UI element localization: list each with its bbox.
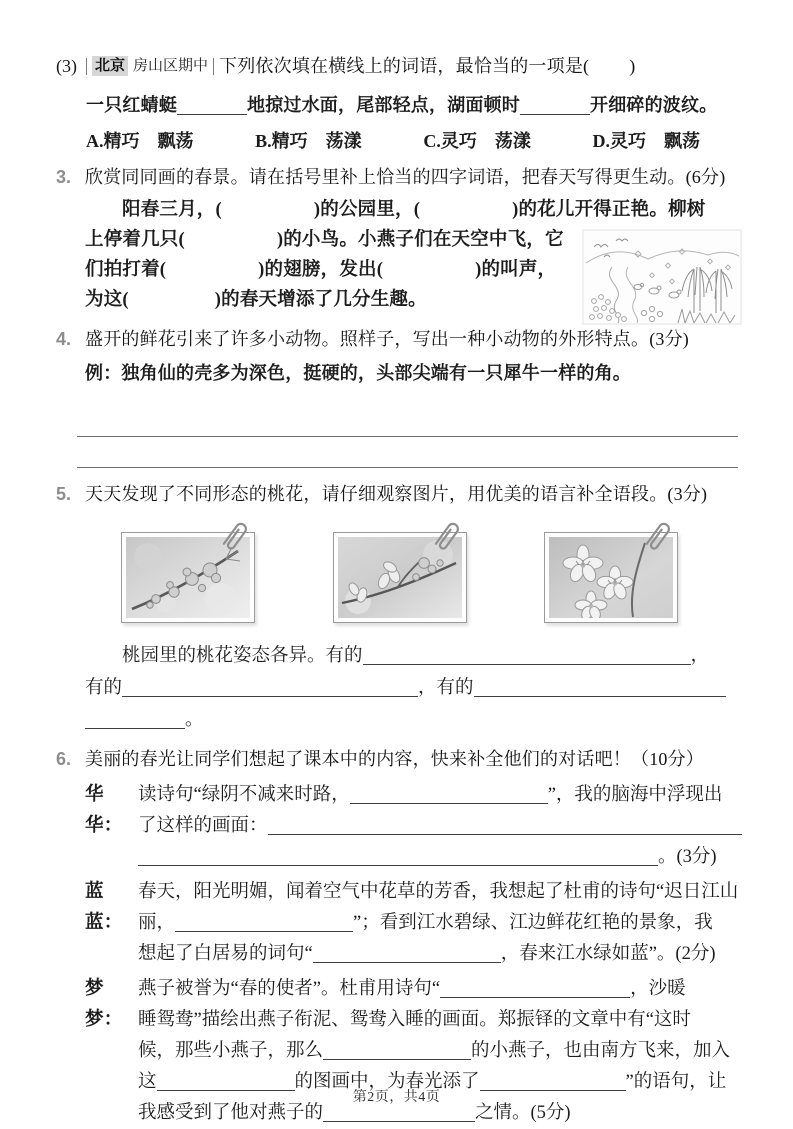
question-6-number: 6. (56, 749, 72, 769)
fill-blank (138, 847, 658, 866)
fill-blank (177, 96, 247, 115)
cloze-sentence: 一只红蜻蜓 地掠过水面，尾部轻点，湖面顿时 开细碎的波纹。 (86, 95, 718, 115)
paperclip-icon (432, 517, 462, 557)
fill-blank (323, 1041, 471, 1060)
dialogue-line: 候，那些小燕子，那么 的小燕子，也由南方飞来，加入 (138, 1041, 731, 1061)
fill-blank (313, 944, 501, 963)
passage-line: 阳春三月，( )的公园里，( )的花儿开得正艳。柳树 (122, 200, 706, 220)
passage-line: 。 (85, 704, 740, 736)
paperclip-icon (643, 517, 673, 557)
question-3-number: 3. (56, 167, 72, 187)
source-city-badge: 北京 (92, 56, 128, 76)
dialogue-line: 丽， ”；看到江水碧绿、江边鲜花红艳的景象，我 (138, 913, 713, 933)
question-4-stem: 盛开的鲜花引来了许多小动物。照样子，写出一种小动物的外形特点。(3分) (85, 329, 689, 349)
fill-blank (363, 646, 691, 665)
fill-blank (268, 816, 742, 835)
fill-blank (122, 678, 418, 697)
peach-blossom-photo-row (121, 532, 678, 626)
speaker-name: 华华： (85, 785, 123, 836)
page-number-footer: 第2页，共4页 (352, 1090, 441, 1105)
speaker-name: 蓝蓝： (85, 882, 123, 933)
question-6 (56, 746, 740, 1129)
question-6-stem: 美丽的春光让同学们想起了课本中的内容，快来补全他们的对话吧！（10分） (85, 749, 704, 769)
sub-question-number: (3) (56, 56, 77, 76)
answer-writing-line (77, 404, 738, 437)
dialogue-line: 春天，阳光明媚，闻着空气中花草的芳香，我想起了杜甫的诗句“迟日江山 (138, 882, 739, 902)
fill-blank (175, 913, 353, 932)
fill-blank (474, 678, 726, 697)
question-5-stem: 天天发现了不同形态的桃花，请仔细观察图片，用优美的语言补全语段。(3分) (85, 484, 708, 504)
dialogue-line: 睡鸳鸯”描绘出燕子衔泥、鸳鸯入睡的画面。郑振铎的文章中有“这时 (138, 1010, 691, 1030)
dialogue-huahua (85, 780, 740, 873)
question-5-passage (85, 640, 740, 736)
dialogue-line: 读诗句“绿阴不减来时路， ”，我的脑海中浮现出 (138, 785, 723, 805)
source-exam-label: 房山区期中 (133, 58, 209, 74)
question-4-example: 例：独角仙的壳多为深色，挺硬的，头部尖端有一只犀牛一样的角。 (85, 363, 631, 383)
question-5-number: 5. (56, 484, 72, 504)
divider (213, 58, 214, 75)
speaker-name: 梦梦： (85, 979, 123, 1030)
question-4-number: 4. (56, 329, 72, 349)
divider (86, 58, 87, 75)
dialogue-line: 想起了白居易的词句“ ，春来江水绿如蓝”。(2分) (138, 944, 716, 964)
passage-line: 上停着几只( )的小鸟。小燕子们在天空中飞，它 (85, 230, 564, 250)
photo-peach-blossom-opening (333, 532, 467, 623)
passage-line: 桃园里的桃花姿态各异。有的 ， (122, 646, 710, 666)
question-stem: 下列依次填在横线上的词语，最恰当的一项是( ) (219, 55, 636, 76)
fill-blank (440, 979, 630, 998)
passage-line: 们拍打着( )的翅膀，发出( )的叫声， (85, 260, 557, 280)
question-4 (56, 326, 740, 468)
fill-blank (85, 710, 185, 729)
fill-blank (520, 96, 590, 115)
dialogue-lanlan (85, 877, 740, 970)
dialogue-line: 这 的图画中，为春光添了 ”的语句，让 (138, 1072, 727, 1092)
answer-writing-line (77, 437, 738, 468)
fill-blank (350, 785, 548, 804)
photo-peach-blossom-buds (121, 532, 255, 623)
passage-line: 有的 ，有的 (85, 672, 740, 704)
sub-question-3-header (56, 52, 740, 80)
option-b: B.精巧 荡漾 (255, 131, 362, 151)
dialogue-line: 我感受到了他对燕子的 之情。(5分) (138, 1103, 571, 1123)
sub-question-3 (56, 52, 740, 155)
question-3-stem: 欣赏同同画的春景。请在括号里补上恰当的四字词语，把春天写得更生动。(6分) (85, 167, 726, 187)
dialogue-line: 。(3分) (138, 842, 740, 873)
passage-line: 为这( )的春天增添了几分生趣。 (85, 290, 427, 310)
paperclip-icon (220, 517, 250, 557)
option-c: C.灵巧 荡漾 (423, 131, 531, 151)
option-d: D.灵巧 飘荡 (592, 131, 700, 151)
dialogue-line: 燕子被誉为“春的使者”。杜甫用诗句“ ，沙暖 (138, 979, 686, 999)
choice-options-row (86, 127, 700, 155)
question-5 (56, 481, 740, 736)
option-a: A.精巧 飘荡 (86, 131, 194, 151)
photo-peach-blossom-full-bloom (544, 532, 678, 623)
question-3-passage (85, 195, 740, 315)
dialogue-line: 了这样的画面： (138, 811, 740, 842)
spring-scene-illustration (582, 229, 742, 325)
question-3 (56, 164, 740, 315)
